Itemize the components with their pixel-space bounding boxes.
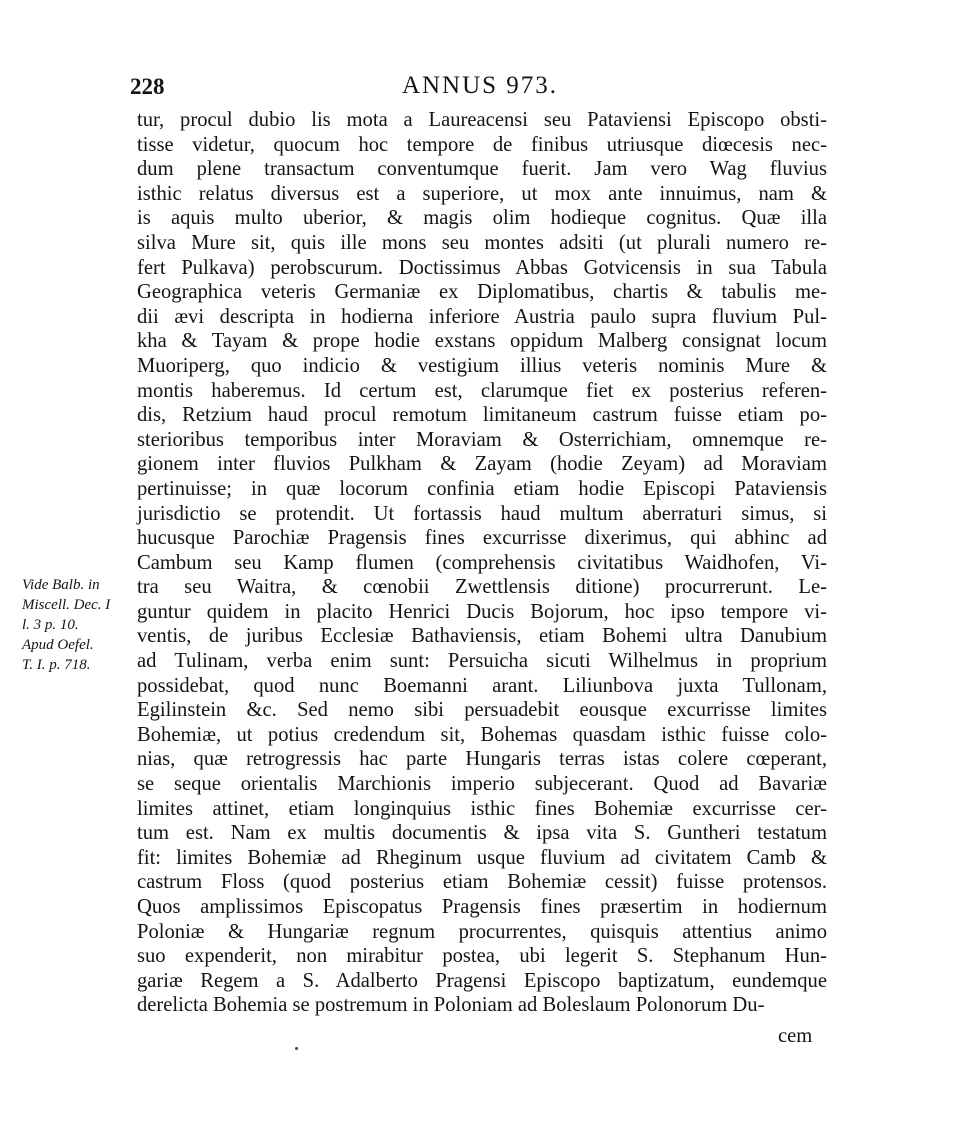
text-line: castrum Floss (quod posterius etiam Bohemiæ cessit) fuisse protensos.	[137, 871, 827, 894]
text-line: dii ævi descripta in hodierna inferiore Austria paulo supra fluvium Pul-	[137, 305, 827, 328]
text-line: fit: limites Bohemiæ ad Rheginum usque fluvium ad civitatem Camb &	[137, 846, 827, 869]
text-line: is aquis multo uberior, & magis olim hodieque cognitus. Quæ illa	[137, 207, 827, 230]
text-line: Cambum seu Kamp flumen (comprehensis civitatibus Waidhofen, Vi-	[137, 551, 827, 574]
text-line: suo expenderit, non mirabitur postea, ubi legerit S. Stephanum Hun-	[137, 945, 827, 968]
catchword: cem	[778, 1025, 813, 1047]
text-line: limites attinet, etiam longinquius isthic fines Bohemiæ excurrisse cer-	[137, 797, 827, 820]
margin-note: T. I. p. 718.	[22, 657, 91, 673]
text-line: tur, procul dubio lis mota a Laureacensi seu Pataviensi Episcopo obsti-	[137, 109, 827, 131]
text-line: ad Tulinam, verba enim sunt: Persuicha sicuti Wilhelmus in proprium	[137, 650, 827, 673]
text-line: tra seu Waitra, & cœnobii Zwettlensis ditione) procurrerunt. Le-	[137, 576, 827, 599]
text-line: Muoriperg, quo indicio & vestigium illius veteris nominis Mure &	[137, 354, 827, 377]
text-line: dum plene transactum conventumque fuerit. Jam vero Wag fluvius	[137, 158, 827, 181]
text-line: Bohemiæ, ut potius credendum sit, Bohemas quasdam isthic fuisse colo-	[137, 723, 827, 746]
body-text	[137, 108, 827, 1018]
running-head: ANNUS 973.	[401, 72, 559, 99]
text-line: isthic relatus diversus est a superiore, ut mox ante innuimus, nam &	[137, 182, 827, 205]
page-number: 228	[130, 74, 165, 99]
text-line: guntur quidem in placito Henrici Ducis Bojorum, hoc ipso tempore vi-	[137, 600, 827, 623]
text-line: Poloniæ & Hungariæ regnum procurrentes, quisquis attentius animo	[137, 920, 827, 943]
text-line: Egilinstein &c. Sed nemo sibi persuadebit eousque excurrisse limites	[137, 699, 827, 722]
text-line: dis, Retzium haud procul remotum limitaneum castrum fuisse etiam po-	[137, 404, 827, 427]
text-line: silva Mure sit, quis ille mons seu montes adsiti (ut plurali numero re-	[137, 231, 827, 254]
margin-note: Vide Balb. in	[22, 577, 100, 593]
margin-notes	[22, 575, 140, 675]
margin-note: Miscell. Dec. I	[22, 597, 111, 613]
text-line: possidebat, quod nunc Boemanni arant. Liliunbova juxta Tullonam,	[137, 674, 827, 697]
text-line: Geographica veteris Germaniæ ex Diplomatibus, chartis & tabulis me-	[137, 281, 827, 304]
text-line: hucusque Parochiæ Pragensis fines excurrisse dixerimus, qui abhinc ad	[137, 527, 827, 550]
text-line: sterioribus temporibus inter Moraviam & Osterrichiam, omnemque re-	[137, 428, 827, 451]
text-line: gionem inter fluvios Pulkham & Zayam (hodie Zeyam) ad Moraviam	[137, 453, 827, 476]
text-line: tisse videtur, quocum hoc tempore de finibus utriusque diœcesis nec-	[137, 133, 827, 156]
margin-note: Apud Oefel.	[22, 637, 94, 653]
text-line: se seque orientalis Marchionis imperio subjecerant. Quod ad Bavariæ	[137, 773, 827, 796]
text-line: kha & Tayam & prope hodie exstans oppidum Malberg consignat locum	[137, 330, 827, 353]
text-line: jurisdictio se protendit. Ut fortassis haud multum aberraturi simus, si	[137, 502, 827, 525]
text-line: tum est. Nam ex multis documentis & ipsa vita S. Guntheri testatum	[137, 822, 827, 845]
text-line: Quos amplissimos Episcopatus Pragensis fines præsertim in hodiernum	[137, 896, 827, 918]
text-line: montis haberemus. Id certum est, clarumque fiet ex posterius referen-	[137, 379, 827, 402]
text-line: fert Pulkava) perobscurum. Doctissimus Abbas Gotvicensis in sua Tabula	[137, 256, 827, 279]
text-line: derelicta Bohemia se postremum in Poloniam ad Boleslaum Polonorum Du-	[137, 994, 765, 1017]
page-header	[130, 72, 830, 106]
text-line: pertinuisse; in quæ locorum confinia etiam hodie Episcopi Pataviensis	[137, 477, 827, 500]
margin-note: l. 3 p. 10.	[22, 617, 79, 633]
text-line: nias, quæ retrogressis hac parte Hungaris terras istas colere cœperant,	[137, 748, 827, 771]
text-line: ventis, de juribus Ecclesiæ Bathaviensis, etiam Bohemi ultra Danubium	[137, 625, 827, 648]
text-line: gariæ Regem a S. Adalberto Pragensi Episcopo baptizatum, eundemque	[137, 969, 827, 992]
ink-speck	[295, 1047, 298, 1050]
